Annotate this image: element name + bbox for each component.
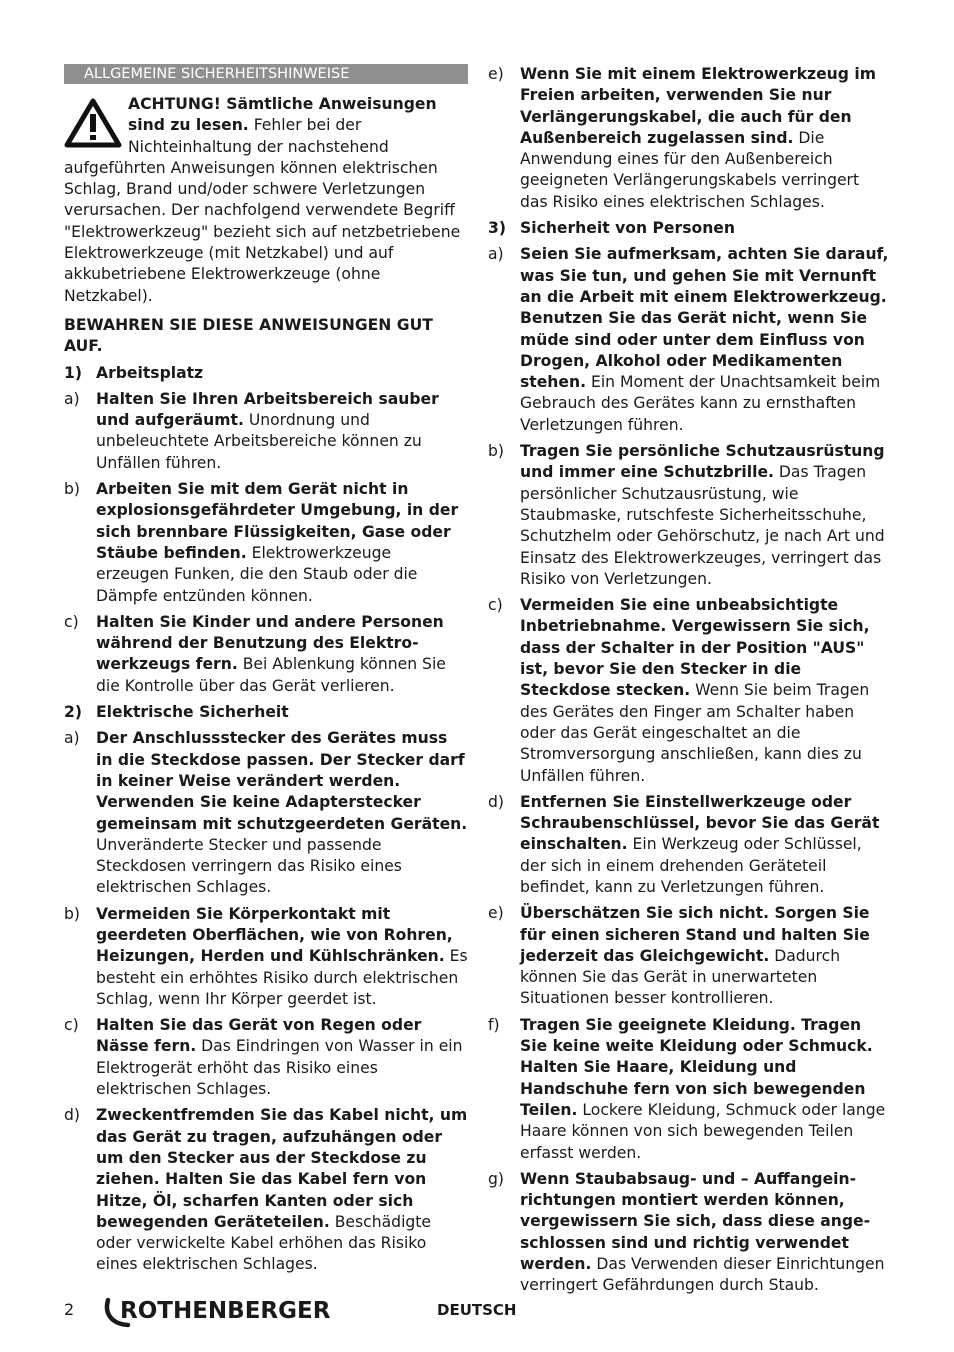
list-item [488, 903, 890, 1009]
item-label: e) [488, 65, 504, 83]
item-label: b) [64, 904, 80, 923]
item-label: a) [64, 389, 80, 408]
section-3-heading [488, 218, 890, 239]
item-label: f) [488, 1015, 500, 1034]
item-bold: Halten Sie das Gerät von Regen oder Nässe fern. [96, 1016, 422, 1056]
item-bold: Wenn Staubabsaug- und – Auffangein-richtungen montiert werden können, vergewissern Sie sich, dass diese ange-schlossen sind und richtig verwendet werden. [520, 1169, 871, 1274]
footer-language: DEUTSCH [437, 1301, 517, 1319]
item-text: Die Anwendung eines für den Außenbereich geeigneten Verlängerungskabels verringert das Risiko eines elektrischen Schlages. [520, 128, 860, 211]
section-label: 1) [64, 363, 82, 382]
section-label: 3) [488, 219, 506, 238]
right-column [488, 64, 890, 1302]
list-item [488, 244, 890, 436]
list-item [64, 389, 468, 474]
item-label: d) [488, 792, 504, 811]
rothenberger-logo [102, 1294, 352, 1324]
brand-text: ROTHENBERGER [120, 1298, 331, 1324]
item-text: Ein Werkzeug oder Schlüssel, der sich in einem drehenden Geräteteil befindet, kann zu Verletzungen führen. [520, 835, 862, 896]
page-number: 2 [64, 1300, 75, 1319]
section-label: 2) [64, 703, 82, 722]
item-text: Elektrowerkzeuge erzeugen Funken, die den Staub oder die Dämpfe entzünden können. [96, 543, 418, 605]
list-item [488, 1015, 890, 1164]
item-label: b) [488, 442, 504, 461]
item-text: Ein Moment der Unachtsamkeit beim Gebrauch des Gerätes kann zu ernsthaften Verletzungen führen. [520, 373, 881, 434]
item-label: g) [488, 1169, 504, 1188]
warning-text: Fehler bei der Nichteinhaltung der nachstehend aufgeführten Anweisungen können elektrischen Schlag, Brand und/oder schwere Verletzungen verursachen. Der nachfolgend verwendete Begriff "Elektrowerkzeug" bezieht sich auf netzbetriebene Elektrowerkzeuge (mit Netzkabel) und auf akkubetriebene Elektrowerkzeuge (ohne Netzkabel). [64, 116, 461, 305]
item-bold: Seien Sie aufmerksam, achten Sie darauf, was Sie tun, und gehen Sie mit Vernunft an die Arbeit mit einem Elektrowerkzeug. Benutzen Sie das Gerät nicht, wenn Sie müde sind oder unter dem Einfluss von Drogen, Alkohol oder Medikamenten stehen. [520, 245, 889, 392]
list-item [64, 479, 468, 607]
list-item [488, 792, 890, 898]
warning-paragraph [64, 94, 468, 307]
item-bold: Der Anschlussstecker des Gerätes muss in die Steckdose passen. Der Stecker darf in keiner Weise verändert werden. Verwenden Sie keine Adapterstecker gemeinsam mit schutzgeerdeten Geräten. [96, 729, 468, 833]
item-bold: Halten Sie Ihren Arbeitsbereich sauber und aufgeräumt. [96, 389, 439, 430]
item-label: b) [64, 480, 80, 499]
item-text: Unordnung und unbeleuchtete Arbeitsbereiche können zu Unfällen führen. [96, 411, 422, 472]
item-text: Wenn Sie beim Tragen des Gerätes den Finger am Schalter haben oder das Gerät eingeschaltet an die Stromversorgung anschließen, kann dies zu Unfällen führen. [520, 681, 870, 785]
item-text: Beschädigte oder verwickelte Kabel erhöhen das Risiko eines elektrischen Schlages. [96, 1212, 432, 1274]
left-column [64, 64, 468, 1281]
list-item [64, 1015, 468, 1100]
item-text: Bei Ablenkung können Sie die Kontrolle über das Gerät verlieren. [96, 655, 446, 695]
item-bold: Vermeiden Sie Körperkontakt mit geerdeten Oberflächen, wie von Rohren, Heizungen, Herden und Kühlschränken. [96, 904, 453, 966]
list-item [488, 595, 890, 787]
item-label: d) [64, 1106, 80, 1125]
list-item [64, 904, 468, 1010]
list-item [488, 64, 890, 213]
item-text: Das Eindringen von Wasser in ein Elektrogerät erhöht das Risiko eines elektrischen Schlages. [96, 1037, 463, 1099]
item-text: Dadurch können Sie das Gerät in unerwarteten Situationen besser kontrollieren. [520, 946, 841, 1008]
section-title: Sicherheit von Personen [520, 219, 735, 238]
warning-triangle-icon [64, 98, 124, 148]
section-title: Elektrische Sicherheit [96, 703, 289, 722]
item-bold: Zweckentfremden Sie das Kabel nicht, um das Gerät zu tragen, aufzuhängen oder um den Stecker aus der Steckdose zu ziehen. Halten Sie das Kabel fern von Hitze, Öl, scharfen Kanten oder sich bewegenden Geräteteilen. [96, 1106, 468, 1231]
item-text: Das Verwenden dieser Einrichtungen verringert Gefährdungen durch Staub. [520, 1255, 885, 1295]
warning-bold: ACHTUNG! Sämtliche Anweisungen sind zu lesen. [128, 95, 437, 135]
item-bold: Entfernen Sie Einstellwerkzeuge oder Schraubenschlüssel, bevor Sie das Gerät einschalten. [520, 792, 880, 854]
keep-instructions: BEWAHREN SIE DIESE ANWEISUNGEN GUT AUF. [64, 315, 433, 356]
section-1-heading [64, 363, 468, 384]
item-text: Unveränderte Stecker und passende Steckdosen verringern das Risiko eines elektrischen Schlages. [96, 835, 402, 897]
item-label: c) [64, 1016, 79, 1035]
list-item [64, 612, 468, 697]
list-item [488, 441, 890, 590]
item-label: e) [488, 904, 504, 923]
section-title-bar: ALLGEMEINE SICHERHEITSHINWEISE [64, 64, 468, 84]
section-title: Arbeitsplatz [96, 363, 204, 382]
item-bold: Vermeiden Sie eine unbeabsichtigte Inbetriebnahme. Vergewissern Sie sich, dass der Schalter in der Position "AUS" ist, bevor Sie den Stecker in die Steckdose stecken. [520, 596, 870, 700]
item-label: a) [64, 729, 80, 748]
section-2-heading [64, 702, 468, 723]
list-item [64, 1105, 468, 1275]
item-bold: Arbeiten Sie mit dem Gerät nicht in explosionsgefährdeter Umgebung, in der sich brennbare Flüssigkeiten, Gase oder Stäube befinden. [96, 480, 459, 562]
item-bold: Wenn Sie mit einem Elektrowerkzeug im Freien arbeiten, verwenden Sie nur Verlängerungskabel, die auch für den Außenbereich zugelassen sind. [520, 65, 876, 147]
item-text: Lockere Kleidung, Schmuck oder lange Haare können von sich bewegenden Teilen erfasst werden. [520, 1100, 886, 1162]
item-bold: Überschätzen Sie sich nicht. Sorgen Sie für einen sicheren Stand und halten Sie jederzeit das Gleichgewicht. [520, 904, 870, 965]
item-bold: Halten Sie Kinder und andere Personen während der Benutzung des Elektro-werkzeugs fern. [96, 612, 444, 674]
item-bold: Tragen Sie persönliche Schutzausrüstung und immer eine Schutzbrille. [520, 442, 885, 482]
list-item [488, 1169, 890, 1297]
item-text: Es besteht ein erhöhtes Risiko durch elektrischen Schlag, wenn Ihr Körper geerdet ist. [96, 947, 468, 1008]
item-label: c) [64, 612, 79, 631]
item-text: Das Tragen persönlicher Schutzausrüstung, wie Staubmaske, rutschfeste Sicherheitsschuhe, Schutzhelm oder Gehörschutz, je nach Art und Einsatz des Elektrowerkzeuges, verringert das Risiko von Verletzungen. [520, 463, 885, 588]
item-bold: Tragen Sie geeignete Kleidung. Tragen Sie keine weite Kleidung oder Schmuck. Halten Sie Haare, Kleidung und Handschuhe fern von sich bewegenden Teilen. [520, 1015, 873, 1119]
list-item [64, 728, 468, 898]
item-label: c) [488, 596, 503, 615]
item-label: a) [488, 245, 504, 264]
